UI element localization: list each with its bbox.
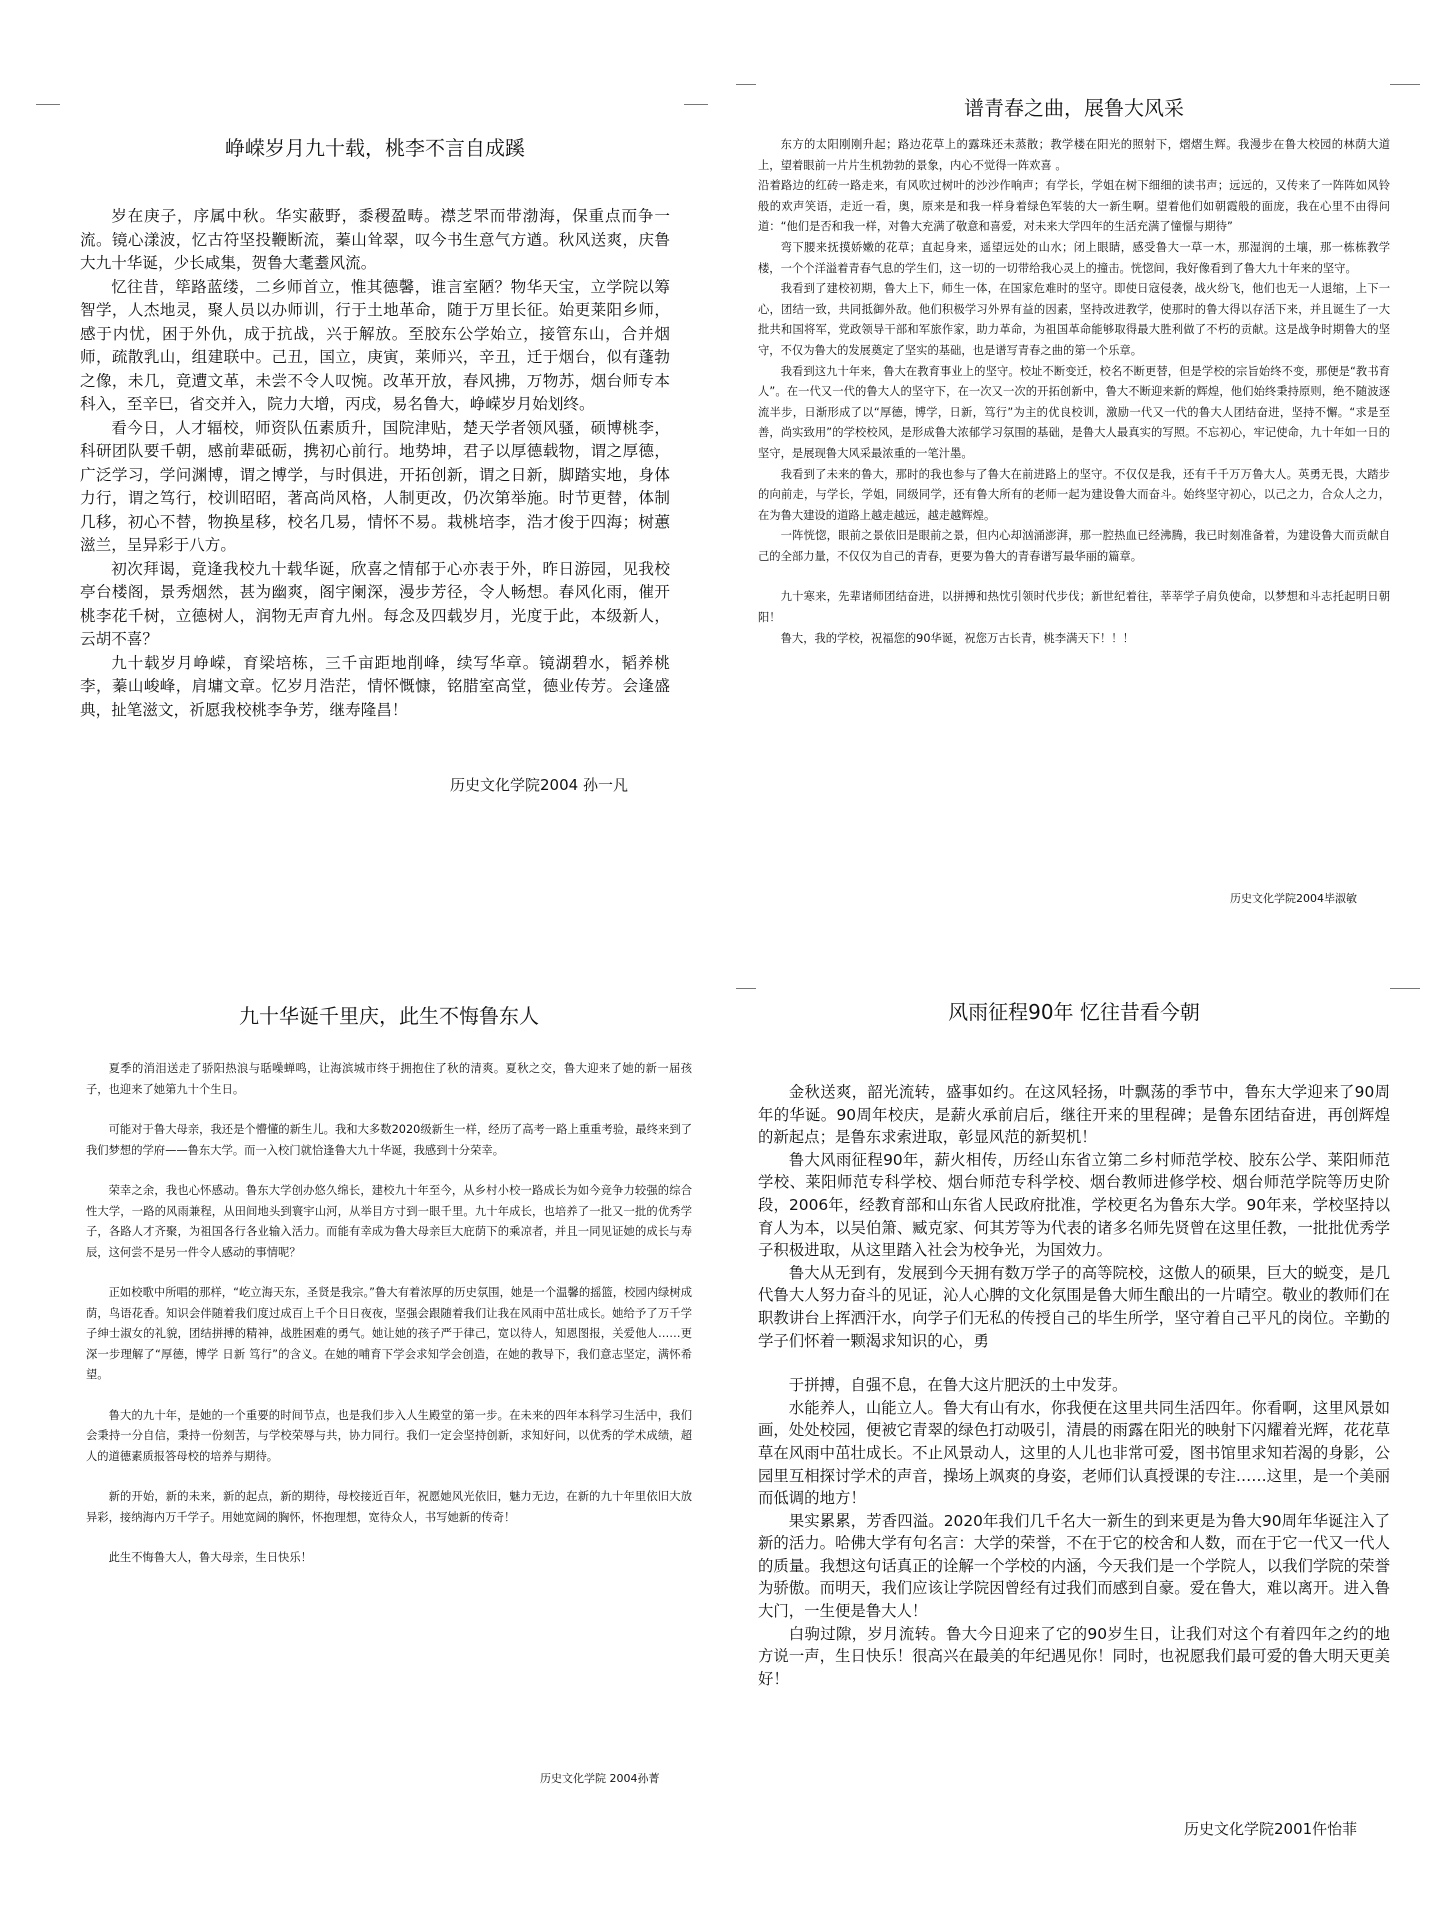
essay-paragraph: 弯下腰来抚摸娇嫩的花草；直起身来，遥望远处的山水；闭上眼睛，感受鲁大一草一木，那湿润的土壤，那一栋栋教学楼，一个个洋溢着青春气息的学生们，这一切的一切带给我心灵上的撞击。恍惚间，我好像看到了鲁大九十年来的坚守。 <box>758 240 1390 275</box>
essay-paragraph: 岁在庚子，序属中秋。华实蔽野，黍稷盈畴。襟芝罘而带渤海，保重点而争一流。镜心漾波，忆古符坚投鞭断流，蓁山耸翠，叹今书生意气方遒。秋风送爽，庆鲁大九十华诞，少长咸集，贺鲁大耄耋风流。 <box>80 207 670 272</box>
essay-paragraph: 白驹过隙，岁月流转。鲁大今日迎来了它的90岁生日，让我们对这个有着四年之约的地方说一声，生日快乐！很高兴在最美的年纪遇见你！同时，也祝愿我们最可爱的鲁大明天更美好！ <box>758 1624 1390 1688</box>
crop-mark <box>736 988 756 989</box>
essay-paragraph: 忆往昔，筚路蓝缕，二乡师首立，惟其德馨，谁言室陋？物华天宝，立学院以筹智学，人杰地灵，聚人员以办师训，行于土地革命，随于万里长征。始更莱阳乡师，感于内忧，困于外仇，成于抗战，兴于解放。至胶东公学始立，接管东山，合并烟师，疏散乳山，组建联中。己丑，国立，庚寅，莱师兴，辛丑，迁于烟台，似有蓬勃之像，未几，竟遭文革，未尝不令人叹惋。改革开放，春风拂，万物苏，烟台师专本科入，至辛巳，省交并入，院力大增，丙戌，易名鲁大，峥嵘岁月始划终。 <box>80 277 670 413</box>
essay-paragraph: 看今日，人才辐校，师资队伍素质升，国院津贴，楚天学者领风骚，硕博桃李，科研团队要千朝，感前辈砥砺，携初心前行。地势坤，君子以厚德载物，谓之厚德，广泛学习，学问渊博，谓之博学，与时俱进，开拓创新，谓之日新，脚踏实地，身体力行，谓之笃行，校训昭昭，著高尚风格，人制更改，仍次第举施。时节更替，体制几移，初心不替，物换星移，校名几易，情怀不易。栽桃培李，浩才俊于四海；树蕙滋兰，呈异彩于八方。 <box>80 418 670 554</box>
essay-page-4 <box>758 996 1390 1838</box>
essay-paragraph: 我看到了建校初期，鲁大上下，师生一体，在国家危难时的坚守。即使日寇侵袭，战火纷飞，他们也无一人退缩，上下一心，团结一致，共同抵御外敌。他们积极学习外界有益的因素，坚持改进教学，使那时的鲁大得以存活下来，并且诞生了一大批共和国将军，党政领导干部和军旅作家，助力革命，为祖国革命能够取得最大胜利做了不朽的贡献。这是战争时期鲁大的坚守，不仅为鲁大的发展奠定了坚实的基础，也是谱写青春之曲的第一个乐章。 <box>758 282 1390 357</box>
essay-paragraph: 我看到这九十年来，鲁大在教育事业上的坚守。校址不断变迁，校名不断更替，但是学校的宗旨始终不变，那便是“教书育人”。在一代又一代的鲁大人的坚守下，在一次又一次的开拓创新中，鲁大不断迎来新的辉煌，他们始终秉持原则，绝不随波逐流半步，日渐形成了以“厚德，博学，日新，笃行”为主的优良校训，激励一代又一代的鲁大人团结奋进，坚持不懈。“求是至善，尚实致用”的学校校风，是形成鲁大浓郁学习氛围的基础，是鲁大人最真实的写照。不忘初心，牢记使命，九十年如一日的坚守，是展现鲁大风采最浓重的一笔汁墨。 <box>758 364 1390 460</box>
essay-page-2 <box>758 92 1390 905</box>
essay-paragraph: 于拼搏，自强不息，在鲁大这片肥沃的土中发芽。 <box>788 1376 1128 1395</box>
essay-paragraph: 九十寒来，先辈诸师团结奋进，以拼搏和热忱引领时代步伐；新世纪着往，莘莘学子肩负使命，以梦想和斗志托起明日朝阳！ <box>758 590 1390 625</box>
essay-paragraph: 九十载岁月峥嵘，育梁培栋，三千亩距地削峰，续写华章。镜湖碧水，韬养桃李，蓁山峻峰，肩墉文章。忆岁月浩茫，情怀慨慷，铭腊室高堂，德业传芳。会逢盛典，扯笔滋文，祈愿我校桃李争芳，继寿隆昌！ <box>80 653 670 719</box>
crop-mark <box>684 104 708 105</box>
crop-mark <box>36 104 60 105</box>
essay-paragraph: 初次拜谒，竟逢我校九十载华诞，欣喜之情郁于心亦表于外，昨日游园，见我校亭台楼阁，景秀烟然，甚为幽爽，阁宇阑深，漫步芳径，令人畅想。春风化雨，催开桃李花千树，立德树人，润物无声育九州。每念及四载岁月，光度于此，本级新人，云胡不喜？ <box>80 559 670 648</box>
author-signature: 历史文化学院2001仵怡菲 <box>1184 1820 1358 1838</box>
essay-paragraph: 果实累累，芳香四溢。2020年我们几千名大一新生的到来更是为鲁大90周年华诞注入了新的活力。哈佛大学有句名言：大学的荣誉，不在于它的校舍和人数，而在于它一代又一代人的质量。我想这句话真正的诠解一个学校的内涵，今天我们是一个学院人，以我们学院的荣誉为骄傲。而明天，我们应该让学院因曾经有过我们而感到自豪。爱在鲁大，难以离开。进入鲁大门，一生便是鲁大人！ <box>758 1511 1390 1621</box>
essay-paragraph: 新的开始，新的未来，新的起点，新的期待，母校接近百年，祝愿她风光依旧，魅力无边，在新的九十年里依旧大放异彩，接纳海内万千学子。用她宽阔的胸怀，怀抱理想，宽待众人，书写她新的传奇！ <box>86 1490 692 1524</box>
essay-paragraph: 荣幸之余，我也心怀感动。鲁东大学创办悠久绵长，建校九十年至今，从乡村小校一路成长为如今竞争力较强的综合性大学，一路的风雨兼程，从田间地头到寰宇山河，从举目方寸到一眼千里。九十年成长，也培养了一批又一批的优秀学子，各路人才齐聚，为祖国各行各业输入活力。而能有幸成为鲁大母亲巨大庇荫下的乘凉者，并且一同见证她的成长与寿辰，这何尝不是另一件令人感动的事情呢？ <box>86 1184 692 1259</box>
essay-paragraph: 正如校歌中所唱的那样，“屹立海天东，圣贤是我宗。”鲁大有着浓厚的历史氛围，她是一个温馨的摇篮，校园内绿树成荫，鸟语花香。知识会伴随着我们度过成百上千个日日夜夜，坚强会跟随着我们让我在风雨中茁壮成长。她给予了万千学子绅士淑女的礼貌，团结拼搏的精神，战胜困难的勇气。她让她的孩子严于律己，宽以待人，知恩图报，关爱他人……更深一步理解了“厚德，博学 日新 笃行”的含义。在她的哺育下学会求知学会创造，在她的教导下，我们意志坚定，满怀希望。 <box>86 1286 692 1381</box>
essay-page-1 <box>80 132 670 794</box>
essay-paragraph: 可能对于鲁大母亲，我还是个懵懂的新生儿。我和大多数2020级新生一样，经历了高考一路上重重考验，最终来到了我们梦想的学府——鲁东大学。而一入校门就恰逢鲁大九十华诞，我感到十分荣幸。 <box>86 1123 692 1157</box>
crop-mark <box>1390 84 1420 85</box>
paragraph-gap <box>758 1352 1390 1374</box>
essay-paragraph: 金秋送爽，韶光流转，盛事如约。在这风轻扬，叶飘荡的季节中，鲁东大学迎来了90周年的华诞。90周年校庆，是薪火承前启后，继往开来的里程碑；是鲁东团结奋进，再创辉煌的新起点；是鲁东求索进取，彰显风范的新契机！ <box>758 1083 1390 1147</box>
essay-paragraph: 沿着路边的红砖一路走来，有风吹过树叶的沙沙作响声；有学长，学姐在树下细细的读书声；远远的，又传来了一阵阵如风铃般的欢声笑语，走近一看，奥，原来是和我一样身着绿色军装的大一新生啊。望着他们如朝霞般的面庞，我在心里不由得问道：“他们是否和我一样，对鲁大充满了敬意和喜爱，对未来大学四年的生活充满了憧憬与期待” <box>758 179 1390 234</box>
essay-paragraph: 我看到了未来的鲁大，那时的我也参与了鲁大在前进路上的坚守。不仅仅是我，还有千千万万鲁大人。英勇无畏，大踏步的向前走，与学长，学姐，同级同学，还有鲁大所有的老师一起为建设鲁大而奋斗。始终坚守初心，以己之力，合众人之力，在为鲁大建设的道路上越走越远，越走越辉煌。 <box>758 467 1390 522</box>
essay-title: 九十华诞千里庆，此生不悔鲁东人 <box>239 1004 539 1028</box>
essay-paragraph: 鲁大，我的学校，祝福您的90华诞，祝您万古长青，桃李满天下！！！ <box>780 631 1134 645</box>
crop-mark <box>736 84 756 85</box>
author-signature: 历史文化学院2004 孙一凡 <box>450 776 628 794</box>
essay-paragraph: 一阵恍惚，眼前之景依旧是眼前之景，但内心却汹涌澎湃，那一腔热血已经沸腾，我已时刻准备着，为建设鲁大而贡献自己的全部力量，不仅仅为自己的青春，更要为鲁大的青春谱写最华丽的篇章。 <box>758 529 1390 563</box>
essay-paragraph: 东方的太阳刚刚升起；路边花草上的露珠还未蒸散；教学楼在阳光的照射下，熠熠生辉。我漫步在鲁大校园的林荫大道上，望着眼前一片片生机勃勃的景象，内心不觉得一阵欢喜 。 <box>758 138 1390 172</box>
essay-paragraph: 鲁大风雨征程90年，薪火相传，历经山东省立第二乡村师范学校、胶东公学、莱阳师范学校、莱阳师范专科学校、烟台师范专科学校、烟台教师进修学校、烟台师范学院等历史阶段，2006年，经教育部和山东省人民政府批准，学校更名为鲁东大学。90年来，学校坚持以育人为本，以吴伯箫、臧克家、何其芳等为代表的诸多名师先贤曾在这里任教，一批批优秀学子积极进取，从这里踏入社会为校争光，为国效力。 <box>758 1150 1390 1260</box>
essay-paragraph: 鲁大的九十年，是她的一个重要的时间节点，也是我们步入人生殿堂的第一步。在未来的四年本科学习生活中，我们会秉持一分自信，秉持一份刻苦，与学校荣辱与共，协力同行。我们一定会坚持创新，求知好问，以优秀的学术成绩，超人的道德素质报答母校的培养与期待。 <box>86 1408 692 1463</box>
essay-title: 谱青春之曲，展鲁大风采 <box>964 96 1184 120</box>
essay-paragraph: 鲁大从无到有，发展到今天拥有数万学子的高等院校，这傲人的硕果，巨大的蜕变，是几代鲁大人努力奋斗的见证，沁人心脾的文化氛围是鲁大师生酿出的一片晴空。敬业的教师们在职教讲台上挥洒汗水，向学子们无私的传授自己的毕生所学，坚守着自己平凡的岗位。辛勤的学子们怀着一颗渴求知识的心，勇 <box>758 1263 1390 1350</box>
essay-paragraph: 夏季的消泪送走了骄阳热浪与聒噪蝉鸣，让海滨城市终于拥抱住了秋的清爽。夏秋之交，鲁大迎来了她的新一届孩子，也迎来了她第九十个生日。 <box>86 1062 692 1096</box>
essay-title: 风雨征程90年 忆往昔看今朝 <box>948 1000 1200 1024</box>
crop-mark <box>1390 988 1420 989</box>
essay-title: 峥嵘岁月九十载，桃李不言自成蹊 <box>225 136 525 160</box>
author-signature: 历史文化学院2004毕淑敏 <box>1230 892 1357 905</box>
essay-page-3 <box>86 1000 692 1785</box>
essay-paragraph: 此生不悔鲁大人，鲁大母亲，生日快乐！ <box>108 1551 312 1564</box>
author-signature: 历史文化学院 2004孙菁 <box>540 1772 660 1785</box>
essay-paragraph: 水能养人，山能立人。鲁大有山有水，你我便在这里共同生活四年。你看啊，这里风景如画，处处校园，便被它青翠的绿色打动吸引，清晨的雨露在阳光的映射下闪耀着光辉，花花草草在风雨中茁壮成长。不止风景动人，这里的人儿也非常可爱，图书馆里求知若渴的身影，公园里互相探讨学术的声音，操场上飒爽的身姿，老师们认真授课的专注……这里，是一个美丽而低调的地方！ <box>758 1398 1390 1508</box>
